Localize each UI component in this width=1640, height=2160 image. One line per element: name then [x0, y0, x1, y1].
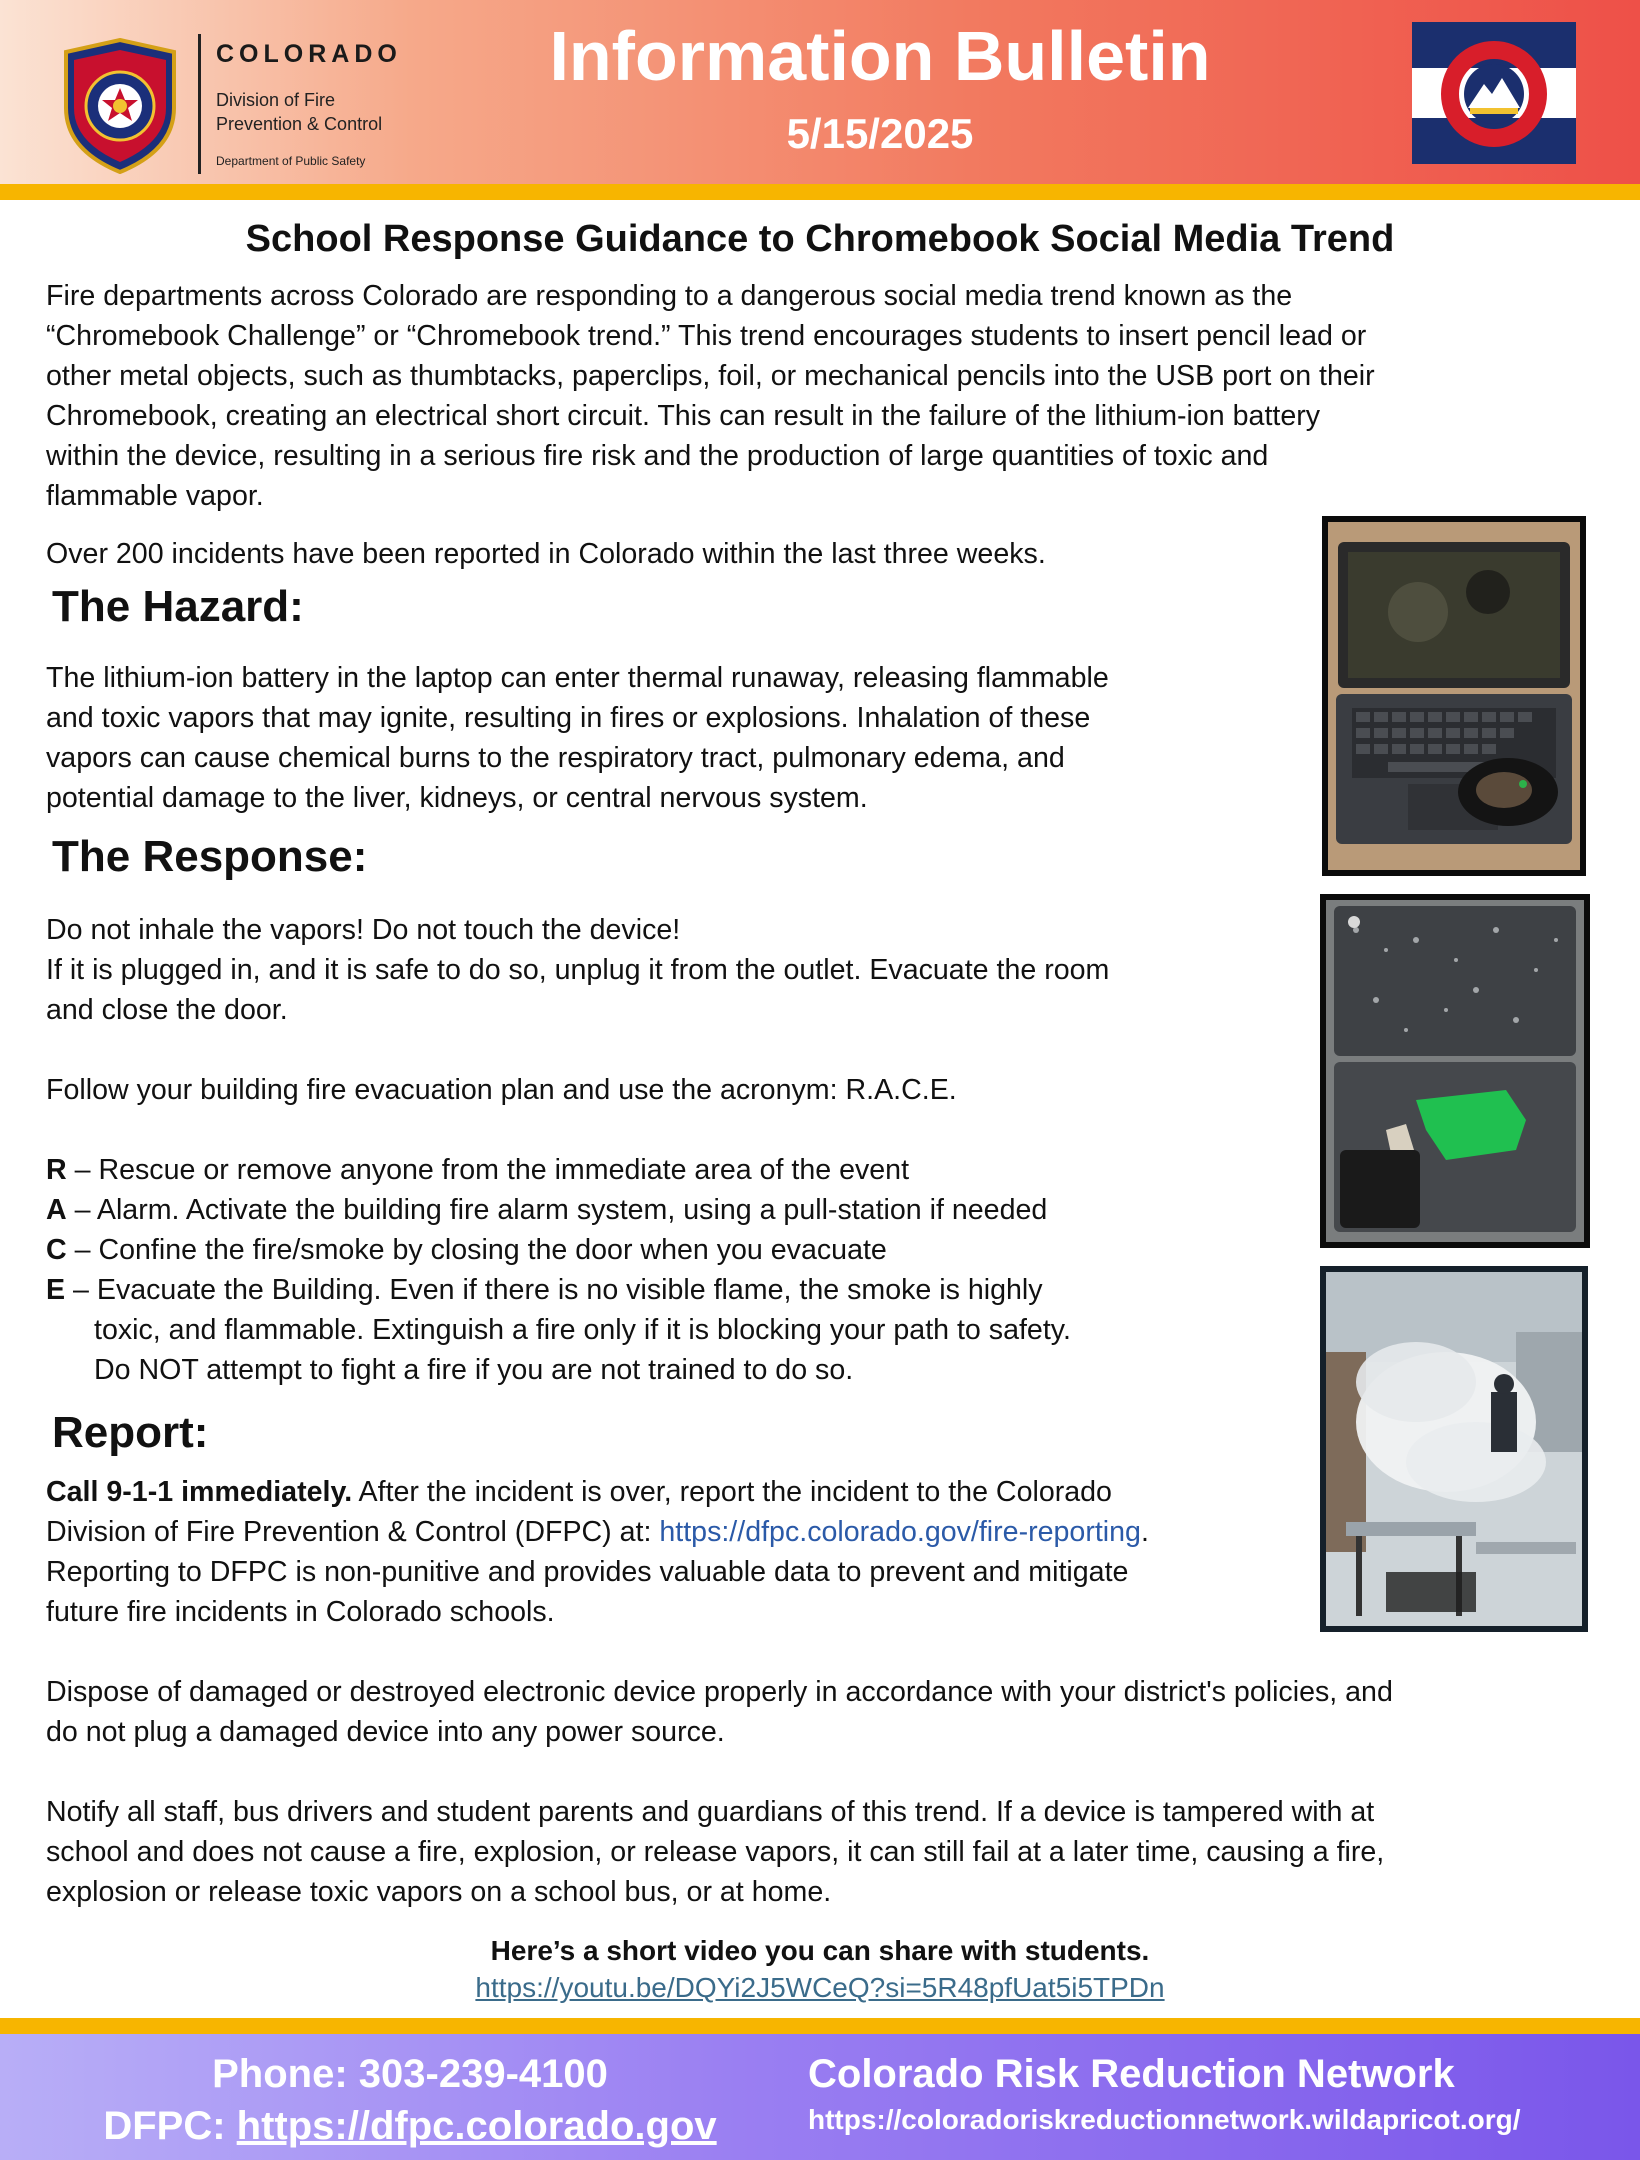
race-item-a — [46, 1190, 1071, 1230]
agency-state: COLORADO — [216, 40, 402, 68]
crrn-name: Colorado Risk Reduction Network — [808, 2052, 1455, 2096]
bulletin-date: 5/15/2025 — [786, 110, 974, 157]
bulletin-header — [0, 0, 1640, 184]
response-line: Do not inhale the vapors! Do not touch the device! — [46, 914, 681, 946]
dfpc-website-link[interactable]: https://dfpc.colorado.gov — [236, 2104, 717, 2148]
hazard-line: vapors can cause chemical burns to the respiratory tract, pulmonary edema, and — [46, 742, 1065, 774]
intro-line: Fire departments across Colorado are responding to a dangerous social media trend known as the — [46, 280, 1293, 312]
report-paragraph — [46, 1472, 1149, 1632]
phone-number: Phone: 303-239-4100 — [212, 2052, 608, 2096]
race-item-r — [46, 1150, 1071, 1190]
race-text: – Rescue or remove anyone from the immediate area of the event — [66, 1154, 910, 1186]
report-line: Reporting to DFPC is non-punitive and provides valuable data to prevent and mitigate — [46, 1556, 1129, 1588]
intro-line: Chromebook, creating an electrical short circuit. This can result in the failure of the lithium-ion battery — [46, 400, 1321, 432]
classroom-smoke-image — [1326, 1272, 1582, 1626]
race-text: – Confine the fire/smoke by closing the door when you evacuate — [66, 1234, 887, 1266]
race-letter: A — [46, 1194, 67, 1226]
report-line-text: Division of Fire Prevention & Control (DFPC) at: — [46, 1516, 660, 1548]
intro-line: within the device, resulting in a serious fire risk and the production of large quantities of toxic and — [46, 440, 1269, 472]
burned-laptop-open-image — [1328, 522, 1580, 870]
hazard-heading: The Hazard: — [52, 582, 304, 631]
response-line: and close the door. — [46, 994, 288, 1026]
race-intro: Follow your building fire evacuation plan and use the acronym: R.A.C.E. — [46, 1074, 957, 1106]
intro-paragraph — [46, 276, 1375, 516]
burned-chromebook-open-photo — [1322, 516, 1586, 876]
notify-line: explosion or release toxic vapors on a school bus, or at home. — [46, 1876, 832, 1908]
report-line-text: After the incident is over, report the incident to the Colorado — [352, 1476, 1112, 1508]
video-link[interactable]: https://youtu.be/DQYi2J5WCeQ?si=5R48pfUat5i5TPDn — [475, 1972, 1165, 2003]
report-line-text: . — [1140, 1516, 1149, 1548]
report-line: future fire incidents in Colorado schools. — [46, 1596, 555, 1628]
dispose-line: Dispose of damaged or destroyed electronic device properly in accordance with your district's policies, and — [46, 1676, 1393, 1708]
dfpc-website — [0, 2104, 820, 2149]
video-heading: Here’s a short video you can share with students. — [490, 1935, 1150, 1966]
race-item-c — [46, 1230, 1071, 1270]
hazard-line: and toxic vapors that may ignite, resulting in fires or explosions. Inhalation of these — [46, 702, 1091, 734]
classroom-smoke-photo — [1320, 1266, 1588, 1632]
agency-department: Department of Public Safety — [216, 154, 366, 168]
intro-line: “Chromebook Challenge” or “Chromebook trend.” This trend encourages students to insert pencil lead or — [46, 320, 1367, 352]
incident-count-text: Over 200 incidents have been reported in Colorado within the last three weeks. — [46, 538, 1046, 570]
race-item-e — [46, 1270, 1071, 1310]
race-letter: C — [46, 1234, 67, 1266]
intro-line: flammable vapor. — [46, 480, 264, 512]
race-e-continuation: toxic, and flammable. Extinguish a fire only if it is blocking your path to safety. — [94, 1314, 1071, 1346]
bulletin-title: Information Bulletin — [549, 17, 1211, 95]
fire-division-badge-icon — [62, 38, 178, 174]
burned-laptop-closed-image — [1326, 900, 1584, 1242]
crrn-website-link[interactable]: https://coloradoriskreductionnetwork.wildapricot.org/ — [808, 2104, 1521, 2135]
document-title: School Response Guidance to Chromebook Social Media Trend — [245, 218, 1395, 260]
header-accent-bar — [0, 184, 1640, 200]
race-letter: E — [46, 1274, 66, 1306]
race-text: – Evacuate the Building. Even if there is no visible flame, the smoke is highly — [65, 1274, 1043, 1306]
notify-line: Notify all staff, bus drivers and student parents and guardians of this trend. If a device is tampered with at — [46, 1796, 1375, 1828]
report-line — [46, 1472, 1149, 1512]
risk-reduction-network-logo-icon — [1412, 22, 1576, 164]
response-paragraph — [46, 910, 1109, 1030]
hazard-line: potential damage to the liver, kidneys, or central nervous system. — [46, 782, 868, 814]
response-heading: The Response: — [52, 832, 368, 881]
intro-line: other metal objects, such as thumbtacks, paperclips, foil, or mechanical pencils into the USB port on their — [46, 360, 1375, 392]
video-link-line — [0, 1972, 1640, 2004]
dfpc-label: DFPC: — [103, 2104, 237, 2148]
hazard-line: The lithium-ion battery in the laptop can enter thermal runaway, releasing flammable — [46, 662, 1109, 694]
race-text: – Alarm. Activate the building fire alarm system, using a pull-station if needed — [66, 1194, 1048, 1226]
race-list — [46, 1150, 1071, 1390]
response-line: If it is plugged in, and it is safe to do so, unplug it from the outlet. Evacuate the room — [46, 954, 1110, 986]
dispose-line: do not plug a damaged device into any power source. — [46, 1716, 725, 1748]
agency-division: Division of Fire Prevention & Control — [216, 90, 383, 134]
notify-paragraph — [46, 1792, 1384, 1912]
burned-chromebook-closed-photo — [1320, 894, 1590, 1248]
bulletin-footer — [0, 2034, 1640, 2160]
fire-reporting-link[interactable]: https://dfpc.colorado.gov/fire-reporting — [659, 1516, 1141, 1548]
hazard-paragraph — [46, 658, 1109, 818]
report-heading: Report: — [52, 1408, 209, 1457]
report-line — [46, 1512, 1149, 1552]
header-divider — [198, 34, 201, 174]
footer-accent-bar — [0, 2018, 1640, 2034]
notify-line: school and does not cause a fire, explosion, or release vapors, it can still fail at a later time, causing a fire, — [46, 1836, 1385, 1868]
race-e-continuation: Do NOT attempt to fight a fire if you are not trained to do so. — [94, 1354, 854, 1386]
dispose-paragraph — [46, 1672, 1393, 1752]
call-911-text: Call 9-1-1 immediately. — [46, 1476, 353, 1508]
race-letter: R — [46, 1154, 67, 1186]
